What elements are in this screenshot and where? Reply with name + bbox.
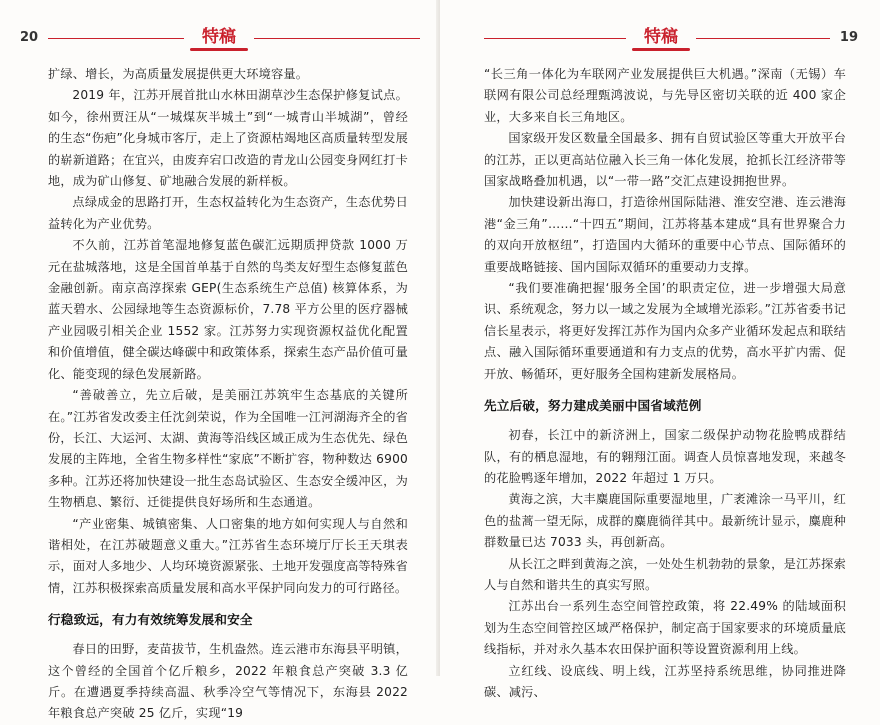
right-page-body <box>484 64 846 703</box>
paragraph: 黄海之滨，大丰麋鹿国际重要湿地里，广袤滩涂一马平川，红色的盐蒿一望无际，成群的麋鹿徜徉其中。最新统计显示，麋鹿种群数量已达 7033 头，再创新高。 <box>484 492 846 550</box>
page-number: 19 <box>839 30 858 45</box>
left-page-body <box>48 64 408 725</box>
section-heading: 行稳致远，有力有效统筹发展和安全 <box>48 612 253 628</box>
section-heading: 先立后破，努力建成美丽中国省域范例 <box>484 398 702 414</box>
section-tag: 特稿 <box>184 22 254 52</box>
paragraph: 从长江之畔到黄海之滨，一处处生机勃勃的景象，是江苏探索人与自然和谐共生的真实写照。 <box>484 556 846 592</box>
paragraph: 加快建设新出海口，打造徐州国际陆港、淮安空港、连云港海港“金三角”……“十四五”期间，江苏将基本建成“具有世界聚合力的双向开放枢纽”，打造国内大循环的重要中心节点、国际循环的重要战略链接、国内国际双循环的重要动力支撑。 <box>484 195 846 274</box>
paragraph: 点绿成金的思路打开，生态权益转化为生态资产，生态优势日益转化为产业优势。 <box>48 195 408 231</box>
paragraph: 扩绿、增长，为高质量发展提供更大环境容量。 <box>48 67 309 81</box>
paragraph: “善破善立，先立后破，是美丽江苏筑牢生态基底的关键所在。”江苏省发改委主任沈剑荣说，作为全国唯一江河湖海齐全的省份，长江、大运河、太湖、黄海等沿线区域正成为生态优先、绿色发展的主阵地，全省生物多样性“家底”不断扩容，物种数达 6900 多种。江苏还将加快建设一批生态岛试验区、生态安全缓冲区，为生物栖息、繁衍、迁徙提供良好场所和生态通道。 <box>48 388 408 510</box>
paragraph: 立红线、设底线、明上线，江苏坚持系统思维，协同推进降碳、减污、 <box>484 663 846 699</box>
paragraph: “我们要准确把握‘服务全国’的职责定位，进一步增强大局意识、系统观念，努力以一域之发展为全域增光添彩。”江苏省委书记信长星表示，将更好发挥江苏作为国内众多产业循环发起点和联结点、融入国际循环重要通道和有力支点的优势，高水平扩内需、促开放、畅循环，更好服务全国构建新发展格局。 <box>484 281 846 381</box>
paragraph: 春日的田野，麦苗拔节，生机盎然。连云港市东海县平明镇，这个曾经的全国首个亿斤粮乡，2022 年粮食总产突破 3.3 亿斤。在遭遇夏季持续高温、秋季冷空气等情况下，东海县 2022 年粮食总产突破 25 亿斤，实现“19 <box>48 642 408 721</box>
paragraph: 国家级开发区数量全国最多、拥有自贸试验区等重大开放平台的江苏，正以更高站位融入长三角一体化发展，抢抓长江经济带等国家战略叠加机遇，以“一带一路”交汇点建设拥抱世界。 <box>484 131 846 189</box>
left-page <box>0 0 440 721</box>
right-page <box>440 0 880 699</box>
paragraph: 不久前，江苏首笔湿地修复蓝色碳汇远期质押贷款 1000 万元在盐城落地，这是全国首单基于自然的鸟类友好型生态修复蓝色金融创新。南京高淳探索 GEP(生态系统生产总值) 核算体系，为蓝天碧水、公园绿地等生态资源标价，7.78 平方公里的医疗器械产业园吸引相关企业 1552 家。江苏努力实现资源权益优化配置和价值增值，健全碳达峰碳中和政策体系，探索生态产品价值可量化、能变现的绿色发展新路。 <box>48 238 408 381</box>
paragraph: 2019 年，江苏开展首批山水林田湖草沙生态保护修复试点。如今，徐州贾汪从“一城煤灰半城土”到“一城青山半城湖”，曾经的生态“伤疤”化身城市客厅，走上了资源枯竭地区高质量转型发展的崭新道路；在宜兴，由废弃宕口改造的青龙山公园变身网红打卡地，成为矿山修复、矿地融合发展的新样板。 <box>48 88 408 189</box>
page-number: 20 <box>20 30 39 45</box>
paragraph: “产业密集、城镇密集、人口密集的地方如何实现人与自然和谐相处，在江苏破题意义重大。”江苏省生态环境厅厅长王天琪表示，面对人多地少、人均环境资源紧张、土地开发强度高等特殊省情，江苏积极探索高质量发展和高水平保护同向发力的可行路径。 <box>48 516 408 595</box>
section-tag: 特稿 <box>626 22 696 52</box>
left-page-header <box>0 22 440 52</box>
right-page-header <box>440 22 880 52</box>
paragraph: 初春，长江中的新济洲上，国家二级保护动物花脸鸭成群结队，有的栖息湿地，有的翱翔江面。调查人员惊喜地发现，来越冬的花脸鸭逐年增加，2022 年超过 1 万只。 <box>484 428 846 485</box>
paragraph: “长三角一体化为车联网产业发展提供巨大机遇。”深南（无锡）车联网有限公司总经理甄鸿波说，与先导区密切关联的近 400 家企业，大多来自长三角地区。 <box>484 67 846 124</box>
paragraph: 江苏出台一系列生态空间管控政策，将 22.49% 的陆域面积划为生态空间管控区域严格保护，制定高于国家要求的环境质量底线指标，并对永久基本农田保护面积等设置资源利用上线。 <box>484 599 846 657</box>
